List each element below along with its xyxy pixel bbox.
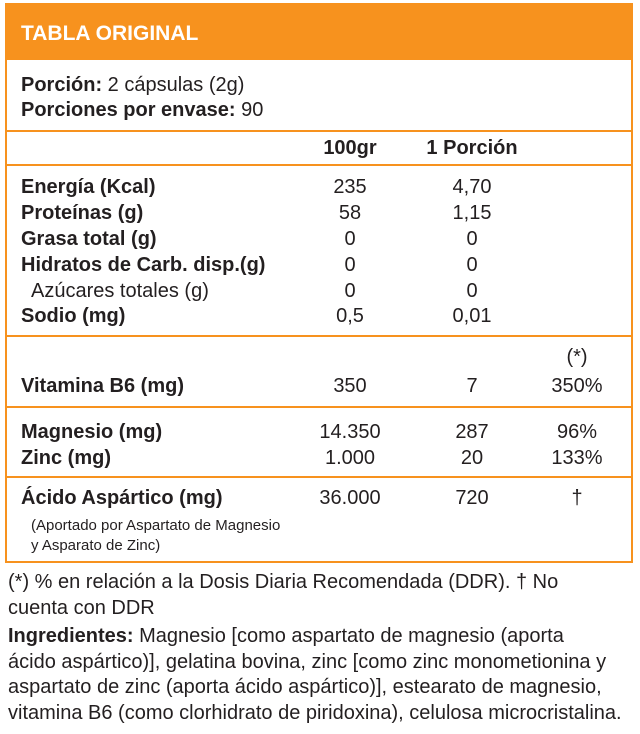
portion-row [21, 73, 244, 97]
mineral-label: Zinc (mg) [21, 447, 111, 469]
column-header-100g: 100gr [323, 137, 377, 159]
nutrient-per-portion: 0 [466, 228, 478, 250]
mineral-per-portion: 20 [460, 447, 484, 469]
mineral-per100: 1.000 [324, 447, 376, 469]
aspartic-ddr: † [571, 487, 583, 509]
per-container-row [21, 98, 263, 122]
nutrient-label: Sodio (mg) [21, 305, 126, 327]
aspartic-note: y Asparato de Zinc) [31, 537, 161, 554]
vitamin-label: Vitamina B6 (mg) [21, 375, 184, 397]
aspartic-note: (Aportado por Aspartato de Magnesio [31, 517, 281, 534]
nutrient-per100: 0 [344, 228, 356, 250]
mineral-ddr: 133% [551, 447, 603, 469]
divider [7, 335, 631, 337]
nutrient-per-portion: 0,01 [452, 305, 492, 327]
nutrient-label: Azúcares totales (g) [31, 280, 209, 302]
vitamin-ddr: 350% [551, 375, 603, 397]
footnote-line: cuenta con DDR [8, 596, 155, 619]
divider [7, 476, 631, 478]
ingredients-line: aspartato de zinc (aporta ácido aspártico)], estearato de magnesio, [8, 676, 602, 698]
nutrient-per-portion: 4,70 [452, 176, 492, 198]
footnote-line: (*) % en relación a la Dosis Diaria Recomendada (DDR). † No [8, 571, 559, 593]
nutrition-table [5, 3, 633, 563]
per-container-value: 90 [235, 99, 264, 121]
aspartic-label: Ácido Aspártico (mg) [21, 487, 223, 509]
nutrient-per100: 58 [338, 202, 362, 224]
ddr-footnote [8, 570, 634, 621]
nutrient-per-portion: 1,15 [452, 202, 492, 224]
nutrient-per100: 0,5 [336, 305, 364, 327]
ingredients [8, 624, 634, 726]
nutrient-per-portion: 0 [466, 280, 478, 302]
aspartic-per100: 36.000 [319, 487, 381, 509]
nutrient-label: Hidratos de Carb. disp.(g) [21, 254, 266, 276]
mineral-per100: 14.350 [319, 421, 381, 443]
vitamin-per100: 350 [333, 375, 367, 397]
table-header [7, 5, 631, 60]
portion-label: Porción: [21, 74, 103, 96]
nutrient-per-portion: 0 [466, 254, 478, 276]
mineral-per-portion: 287 [455, 421, 489, 443]
ingredients-line: vitamina B6 (como clorhidrato de piridoxina), celulosa microcristalina. [8, 701, 622, 724]
divider [7, 406, 631, 408]
ingredients-line: ácido aspártico)], gelatina bovina, zinc [como zinc monometionina y [8, 650, 607, 673]
divider [7, 164, 631, 166]
table-title: TABLA ORIGINAL [21, 22, 199, 45]
nutrient-label: Energía (Kcal) [21, 176, 156, 198]
mineral-ddr: 96% [556, 421, 598, 443]
nutrient-per100: 235 [333, 176, 367, 198]
portion-value: 2 cápsulas (2g) [102, 74, 245, 96]
ingredients-label: Ingredientes: [8, 625, 134, 647]
divider [7, 130, 631, 132]
ingredients-line [8, 624, 634, 650]
ddr-marker: (*) [566, 346, 588, 368]
vitamin-per-portion: 7 [466, 375, 478, 397]
nutrient-label: Grasa total (g) [21, 228, 157, 250]
ingredients-text: Magnesio [como aspartato de magnesio (aporta [133, 625, 564, 647]
nutrient-per100: 0 [344, 280, 356, 302]
nutrient-per100: 0 [344, 254, 356, 276]
mineral-label: Magnesio (mg) [21, 421, 163, 443]
per-container-label: Porciones por envase: [21, 99, 236, 121]
aspartic-per-portion: 720 [455, 487, 489, 509]
nutrient-label: Proteínas (g) [21, 202, 144, 224]
column-header-portion: 1 Porción [426, 137, 518, 159]
